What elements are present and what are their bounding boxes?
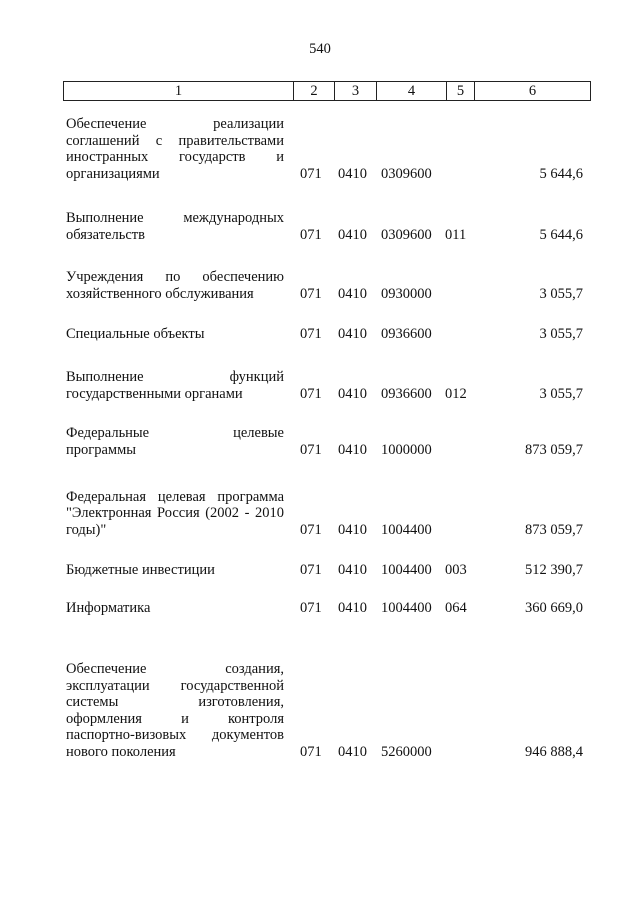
header-col-2: 2 bbox=[293, 82, 334, 100]
row-col-3: 0410 bbox=[338, 165, 367, 182]
header-col-5: 5 bbox=[446, 82, 474, 100]
row-col-6: 946 888,4 bbox=[525, 743, 583, 760]
description-line: системы изготовления, bbox=[66, 694, 284, 710]
description-line: Обеспечение реализации bbox=[66, 116, 284, 132]
description-line: паспортно-визовых документов bbox=[66, 727, 284, 743]
row-col-3: 0410 bbox=[338, 599, 367, 616]
description-line: Специальные объекты bbox=[66, 325, 205, 342]
description-line: организациями bbox=[66, 165, 160, 182]
row-col-6: 5 644,6 bbox=[539, 165, 583, 182]
row-col-6: 3 055,7 bbox=[539, 325, 583, 342]
row-col-4: 0936600 bbox=[381, 325, 432, 342]
row-col-4: 0936600 bbox=[381, 385, 432, 402]
row-col-3: 0410 bbox=[338, 325, 367, 342]
description-line: Федеральные целевые bbox=[66, 425, 284, 441]
row-col-2: 071 bbox=[300, 285, 322, 302]
row-col-2: 071 bbox=[300, 743, 322, 760]
row-col-2: 071 bbox=[300, 521, 322, 538]
row-col-4: 0930000 bbox=[381, 285, 432, 302]
row-col-3: 0410 bbox=[338, 385, 367, 402]
row-col-2: 071 bbox=[300, 226, 322, 243]
row-col-5: 012 bbox=[445, 385, 467, 402]
description-line: Обеспечение создания, bbox=[66, 661, 284, 677]
row-col-6: 873 059,7 bbox=[525, 441, 583, 458]
page-number: 540 bbox=[309, 41, 331, 57]
description-line: Учреждения по обеспечению bbox=[66, 269, 284, 285]
row-col-6: 3 055,7 bbox=[539, 385, 583, 402]
row-col-2: 071 bbox=[300, 441, 322, 458]
header-col-6: 6 bbox=[474, 82, 590, 100]
row-col-2: 071 bbox=[300, 325, 322, 342]
description-line: Информатика bbox=[66, 599, 151, 616]
description-line: государственными органами bbox=[66, 385, 243, 402]
description-line: "Электронная Россия (2002 - 2010 bbox=[66, 505, 284, 521]
row-col-3: 0410 bbox=[338, 226, 367, 243]
description-line: обязательств bbox=[66, 226, 145, 243]
description-line: хозяйственного обслуживания bbox=[66, 285, 254, 302]
row-col-3: 0410 bbox=[338, 285, 367, 302]
row-col-3: 0410 bbox=[338, 441, 367, 458]
description-line: годы)" bbox=[66, 521, 107, 538]
description-line: эксплуатации государственной bbox=[66, 677, 284, 694]
description-line: Бюджетные инвестиции bbox=[66, 561, 215, 578]
row-col-2: 071 bbox=[300, 561, 322, 578]
row-col-3: 0410 bbox=[338, 521, 367, 538]
description-line: иностранных государств и bbox=[66, 149, 284, 165]
header-col-3: 3 bbox=[334, 82, 376, 100]
row-col-6: 3 055,7 bbox=[539, 285, 583, 302]
description-line: оформления и контроля bbox=[66, 710, 284, 727]
row-col-2: 071 bbox=[300, 165, 322, 182]
row-col-4: 1004400 bbox=[381, 521, 432, 538]
row-col-6: 360 669,0 bbox=[525, 599, 583, 616]
row-col-4: 1004400 bbox=[381, 561, 432, 578]
row-description bbox=[66, 661, 284, 760]
row-col-3: 0410 bbox=[338, 743, 367, 760]
row-col-6: 5 644,6 bbox=[539, 226, 583, 243]
header-col-4: 4 bbox=[376, 82, 446, 100]
description-line: программы bbox=[66, 441, 136, 458]
row-col-2: 071 bbox=[300, 599, 322, 616]
description-line: Выполнение функций bbox=[66, 369, 284, 385]
header-col-1: 1 bbox=[174, 83, 183, 99]
row-col-5: 003 bbox=[445, 561, 467, 578]
row-col-6: 873 059,7 bbox=[525, 521, 583, 538]
description-line: нового поколения bbox=[66, 743, 176, 760]
description-line: Выполнение международных bbox=[66, 210, 284, 226]
row-col-4: 1000000 bbox=[381, 441, 432, 458]
row-col-6: 512 390,7 bbox=[525, 561, 583, 578]
row-col-4: 0309600 bbox=[381, 226, 432, 243]
row-col-4: 1004400 bbox=[381, 599, 432, 616]
row-col-5: 064 bbox=[445, 599, 467, 616]
description-line: Федеральная целевая программа bbox=[66, 488, 284, 505]
description-line: соглашений с правительствами bbox=[66, 132, 284, 149]
row-col-3: 0410 bbox=[338, 561, 367, 578]
row-col-4: 5260000 bbox=[381, 743, 432, 760]
row-col-5: 011 bbox=[445, 226, 467, 243]
row-col-2: 071 bbox=[300, 385, 322, 402]
row-col-4: 0309600 bbox=[381, 165, 432, 182]
